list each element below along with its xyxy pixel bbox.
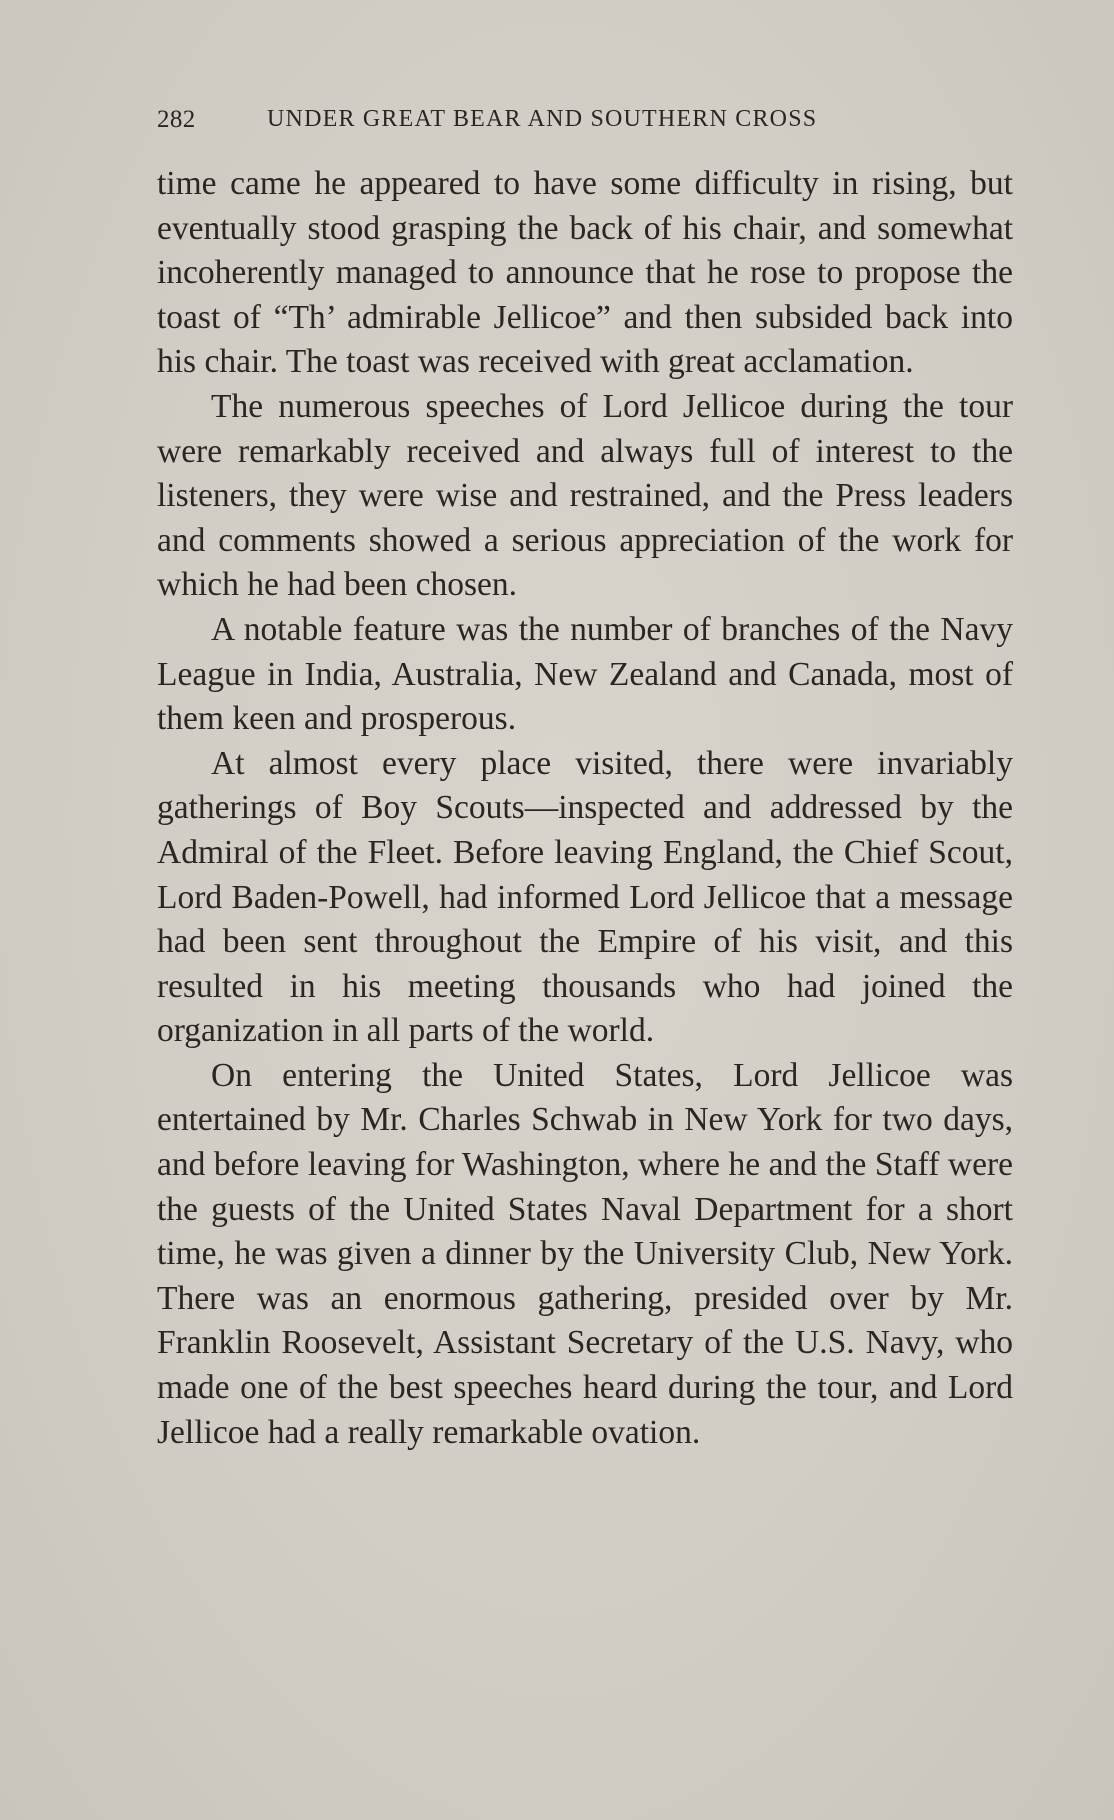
paragraph-continuation: time came he appeared to have some difficulty in rising, but eventually stood grasping the back of his chair, and somewhat incoherently managed to announce that he rose to propose the toast of “Th’ admirable Jellicoe” and then subsided back into his chair. The toast was received with great acclamation. [157,165,1013,381]
page-number: 282 [157,106,196,133]
page-body-text [157,162,1013,1455]
paragraph-speeches: The numerous speeches of Lord Jellicoe during the tour were remarkably received and always full of interest to the listeners, they were wise and restrained, and the Press leaders and comments showed a serious appreciation of the work for which he had been chosen. [157,387,1013,604]
paragraph-navy-league: A notable feature was the number of branches of the Navy League in India, Australia, New Zealand and Canada, most of them keen and prosperous. [157,610,1013,738]
paragraph-united-states: On entering the United States, Lord Jellicoe was entertained by Mr. Charles Schwab in New York for two days, and before leaving for Washington, where he and the Staff were the guests of the United States Naval Department for a short time, he was given a dinner by the University Club, New York. There was an enormous gathering, presided over by Mr. Franklin Roosevelt, Assistant Secretary of the U.S. Navy, who made one of the best speeches heard during the tour, and Lord Jellicoe had a really remarkable ovation. [157,1056,1013,1451]
running-head [157,106,1017,146]
running-title: UNDER GREAT BEAR AND SOUTHERN CROSS [267,106,818,132]
paragraph-boy-scouts: At almost every place visited, there were invariably gatherings of Boy Scouts—inspected and addressed by the Admiral of the Fleet. Before leaving England, the Chief Scout, Lord Baden-Powell, had informed Lord Jellicoe that a message had been sent throughout the Empire of his visit, and this resulted in his meeting thousands who had joined the organization in all parts of the world. [157,744,1013,1050]
